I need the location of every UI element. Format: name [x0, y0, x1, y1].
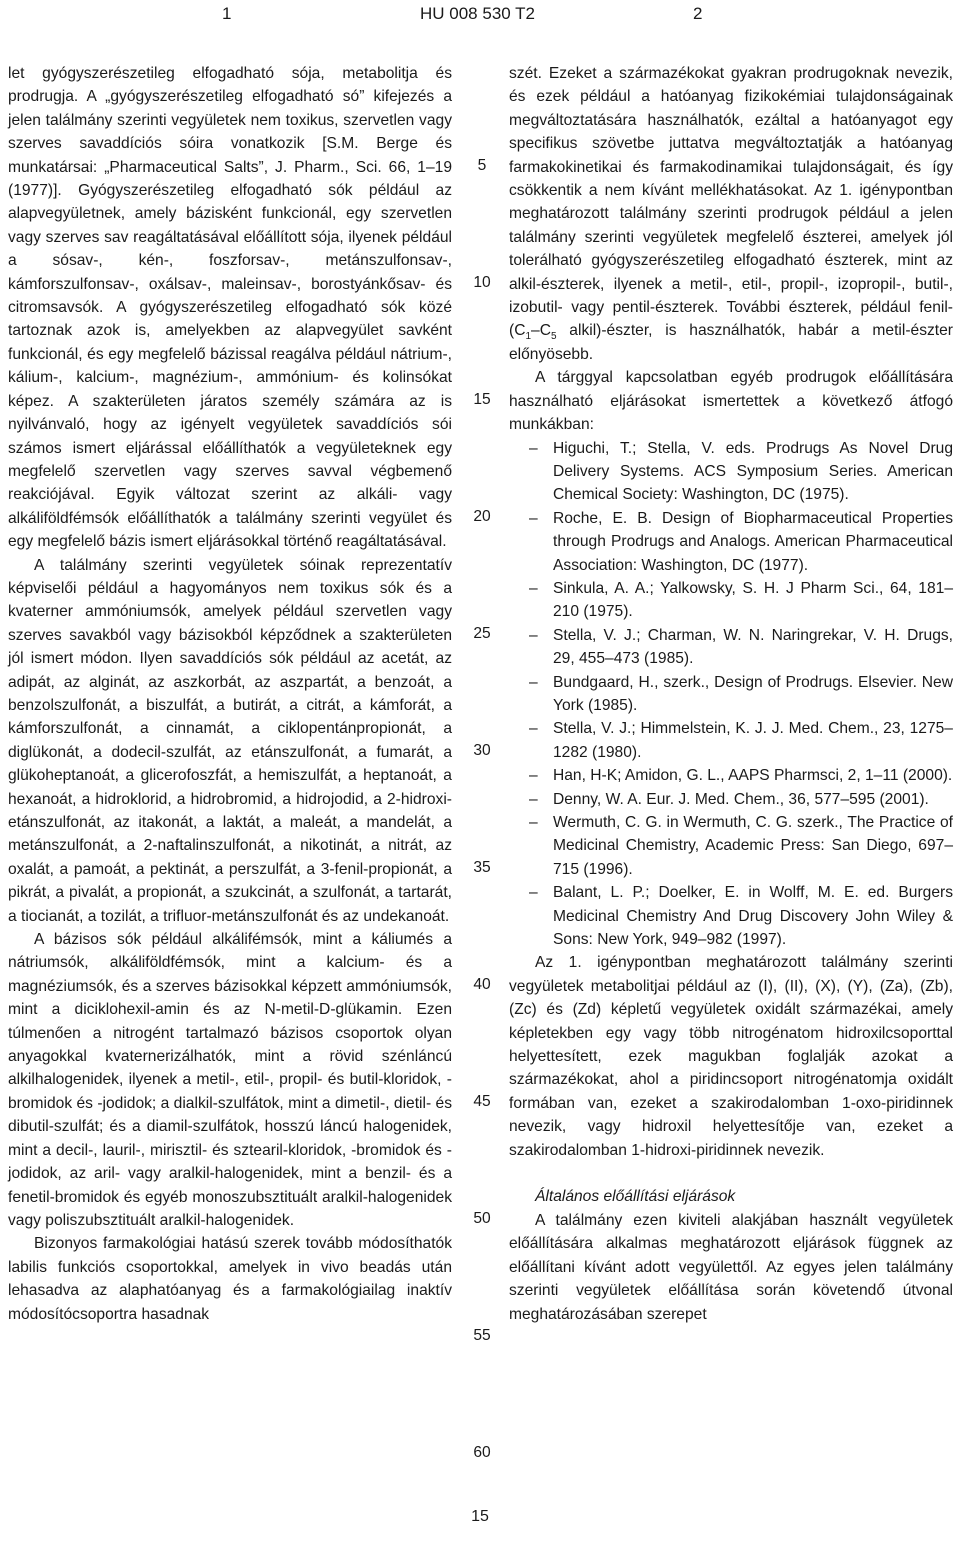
reference-text: Balant, L. P.; Doelker, E. in Wolff, M. E. ed. Burgers Medicinal Chemistry And Drug Discovery John Wiley & Sons: New York, 949–982 (1997).: [553, 884, 953, 949]
reference-list: [509, 437, 953, 952]
reference-text: Bundgaard, H., szerk., Design of Prodrugs. Elsevier. New York (1985).: [553, 673, 953, 714]
reference-item: [509, 671, 953, 718]
list-dash: –: [529, 509, 538, 527]
list-dash: –: [529, 673, 538, 691]
subscript: 1: [525, 331, 532, 343]
reference-item: [509, 624, 953, 671]
subscript: 5: [550, 331, 557, 343]
line-number: 20: [473, 508, 491, 525]
reference-item: [509, 764, 953, 787]
reference-item: [509, 788, 953, 811]
line-number: 55: [473, 1327, 491, 1344]
reference-text: Han, H-K; Amidon, G. L., AAPS Pharmsci, 2, 1–11 (2000).: [553, 767, 953, 785]
page-header: [0, 0, 960, 30]
reference-text: Higuchi, T.; Stella, V. eds. Prodrugs As Novel Drug Delivery Systems. ACS Symposium Series. American Chemical Society: Washington, DC (1975).: [553, 439, 953, 504]
paragraph: A találmány ezen kiviteli alakjában használt vegyületek előállítására alkalmas meghatározott eljárások függnek az előállítani kívánt adott vegyülettől. Az egyes jelen találmány szerinti vegyületek előállítása során követendő útvonal meghatározásában szerepet: [509, 1211, 953, 1323]
paragraph: [509, 62, 953, 366]
line-number: 30: [473, 742, 491, 759]
line-number: 40: [473, 976, 491, 993]
paragraph: Az 1. igénypontban meghatározott találmány szerinti vegyületek metabolitjai például az (I), (II), (X), (Y), (Za), (Zb), (Zc) és (Zd) képletű vegyületek oxidált származékai, amely képletekben egy vagy több nitrogénatom hidroxilcsoporttal helyettesített, ezek magukban foglalják azokat a származékokat, ahol a piridincsoport nitrogénatomja oxidált formában van, ezeket a szakirodalomban 1-oxo-piridinnek nevezik, vagy hidroxil helyettesítője van, ezeket a szakirodalomban 1-hidroxi-piridinnek nevezik.: [509, 954, 953, 1159]
paragraph-text: alkil)-észter, is használhatók, habár a metil-észter előnyösebb.: [509, 322, 953, 363]
section-heading: Általános előállítási eljárások: [535, 1188, 736, 1206]
line-number: 10: [473, 274, 491, 291]
reference-text: Stella, V. J.; Charman, W. N. Naringrekar, V. H. Drugs, 29, 455–473 (1985).: [553, 626, 953, 668]
line-number: 35: [473, 859, 491, 876]
paragraph: Bizonyos farmakológiai hatású szerek tovább módosíthatók labilis funkciós csoportokkal, amelyek in vivo beadás után lehasadva az alaphatóanyag és a farmakológiailag inaktív módosítócsoportra hasadnak: [8, 1235, 452, 1323]
line-number: 60: [473, 1444, 491, 1461]
reference-item: [509, 577, 953, 624]
reference-text: Stella, V. J.; Himmelstein, K. J. J. Med. Chem., 23, 1275–1282 (1980).: [553, 720, 953, 761]
line-number: 15: [473, 391, 491, 408]
line-number: 45: [473, 1093, 491, 1110]
paragraph-text: szét. Ezeket a származékokat gyakran prodrugoknak nevezik, és ezek például a hatóanyag fizikokémiai tulajdonságainak megváltoztatására használhatók, ezáltal a hatóanyagot egy specifikus szövetbe juttatva megváltoztatják a hatóanyag farmakokinetikai és farmakodinamikai tulajdonságait, és így csökkentik a nem kívánt mellékhatásokat. Az 1. igénypontban meghatározott találmány szerinti prodrugok például a jelen találmány szerinti vegyületek megfelelő észterei, amelyek jól tolerálható gyógyszerészetileg elfogadható észterek, mint az alkil-észterek, ilyenek a metil-, etil-, propil-, izopropil-, butil-, izobutil- vagy pentil-észterek. További észterek, például fenil-(C: [509, 65, 953, 340]
line-number: 5: [477, 157, 487, 174]
page-number: 15: [471, 1508, 489, 1525]
right-column: [509, 62, 953, 1326]
reference-item: [509, 717, 953, 764]
list-dash: –: [529, 626, 538, 644]
header-right-number: 2: [693, 4, 703, 23]
list-dash: –: [529, 767, 538, 785]
reference-item: [509, 507, 953, 577]
list-dash: –: [529, 814, 538, 831]
list-dash: –: [529, 439, 538, 457]
reference-text: Roche, E. B. Design of Biopharmaceutical Properties through Prodrugs and Analogs. American Pharmaceutical Association: Washington, DC (1977).: [553, 509, 953, 574]
paragraph: let gyógyszerészetileg elfogadható sója, metabolitja és prodrugja. A „gyógyszerészetileg elfogadható só” kifejezés a jelen találmány szerinti vegyületek nem toxikus, szervetlen vagy szerves savaddíciós sóira vonatkozik [S.M. Berge és munkatársai: „Pharmaceutical Salts”, J. Pharm., Sci. 66, 1–19 (1977)]. Gyógyszerészetileg elfogadható sók például az alapvegyületnek, amely bázisként funkcionál, egy szervetlen vagy szerves sav reagáltatásával előállított sója, ilyenek például a sósav-, kén-, foszforsav-, metánszulfonsav-, kámforszulfonsav-, oxálsav-, maleinsav-, borostyánkősav- és citromsavsók. A gyógyszerészetileg elfogadható sók közé tartoznak azok is, amelyekben az alapvegyület savként funkcionál, és egy megfelelő bázissal reagálva például nátrium-, kálium-, kalcium-, magnézium-, ammónium- és kolinsókat képez. A szakterületen járatos személy számára az is nyilvánvaló, hogy az igényelt vegyületek savaddíciós sói számos ismert eljárással előállíthatók a vegyületeknek egy megfelelő szervetlen vagy szerves savval végbemenő reakciójával. Egyik változat szerint az alkáli- vagy alkáliföldfémsók előállíthatók a találmány szerinti vegyület és egy megfelelő bázis ismert eljárásokkal történő reagáltatásával.: [8, 65, 452, 551]
header-document-id: HU 008 530 T2: [420, 4, 535, 23]
reference-item: [509, 437, 953, 507]
paragraph: A tárggyal kapcsolatban egyéb prodrugok előállítására használható eljárásokat ismertettek a következő átfogó munkákban:: [509, 369, 953, 434]
reference-text: Denny, W. A. Eur. J. Med. Chem., 36, 577–595 (2001).: [553, 790, 929, 808]
line-number: 25: [473, 625, 491, 642]
reference-text: Sinkula, A. A.; Yalkowsky, S. H. J Pharm Sci., 64, 181–210 (1975).: [553, 579, 953, 621]
header-left-number: 1: [222, 4, 232, 23]
list-dash: –: [529, 790, 538, 808]
list-dash: –: [529, 884, 538, 902]
list-dash: –: [529, 720, 538, 738]
reference-text: Wermuth, C. G. in Wermuth, C. G. szerk., The Practice of Medicinal Chemistry, Academic Press: San Diego, 697–715 (1996).: [553, 814, 953, 878]
left-column: [8, 62, 452, 1326]
list-dash: –: [529, 579, 538, 597]
paragraph: A találmány szerinti vegyületek sóinak reprezentatív képviselői például a hagyományos nem toxikus sók és a kvaterner ammóniumsók, amelyek például szervetlen vagy szerves savakból vagy bázisokból képződnek a szakterületen jól ismert módon. Ilyen savaddíciós sók például az acetát, az adipát, az alginát, az aszkorbát, az aszpartát, a benzoát, a benzolszulfonát, a biszulfát, a butirát, a citrát, a kámforát, a kámforszulfonát, a cinnamát, a ciklopentánpropionát, a diglükonát, a dodecil-szulfát, az etánszulfonát, a fumarát, a glükoheptanoát, a glicerofoszfát, a hemiszulfát, a heptanoát, a hexanoát, a hidroklorid, a hidrobromid, a hidrojodid, a 2-hidroxi-etánszulfonát, az itakonát, a laktát, a maleát, a mandelát, a metánszulfonát, a 2-naftalinszulfonát, a nikotinát, a nitrát, az oxalát, a pamoát, a pektinát, a perszulfát, a 3-fenil-propionát, a pikrát, a pivalát, a propionát, a szukcinát, a szulfonát, a tartarát, a tiocianát, a tozilát, a trifluor-metánszulfonát és az undekanoát.: [8, 556, 452, 925]
reference-item: [509, 811, 953, 881]
formula-dash: –C: [531, 322, 551, 340]
reference-item: [509, 881, 953, 951]
paragraph: A bázisos sók például alkálifémsók, mint a káliumés a nátriumsók, alkáliföldfémsók, mint a kalcium- és a magnéziumsók, és a szerves bázisokkal képzett ammóniumsók, mint a diciklohexil-amin és az N-metil-D-glükamin. Ezen túlmenően a nitrogént tartalmazó bázisos csoportok olyan anyagokkal kvaternerizálhatók, mint a rövid szénláncú alkilhalogenidek, ilyenek a metil-, etil-, propil- és butil-kloridok, -bromidok és -jodidok; a dialkil-szulfátok, mint a dimetil-, dietil- és dibutil-szulfát; és a diamil-szulfátok, hosszú láncú halogenidek, mint a decil-, lauril-, mirisztil- és sztearil-kloridok, -bromidok és -jodidok, az aril- vagy aralkil-halogenidek, mint a benzil- és a fenetil-bromidok és egyéb monoszubsztituált aralkil-halogenidek vagy poliszubsztituált aralkil-halogenidek.: [8, 931, 452, 1229]
line-number: 50: [473, 1210, 491, 1227]
